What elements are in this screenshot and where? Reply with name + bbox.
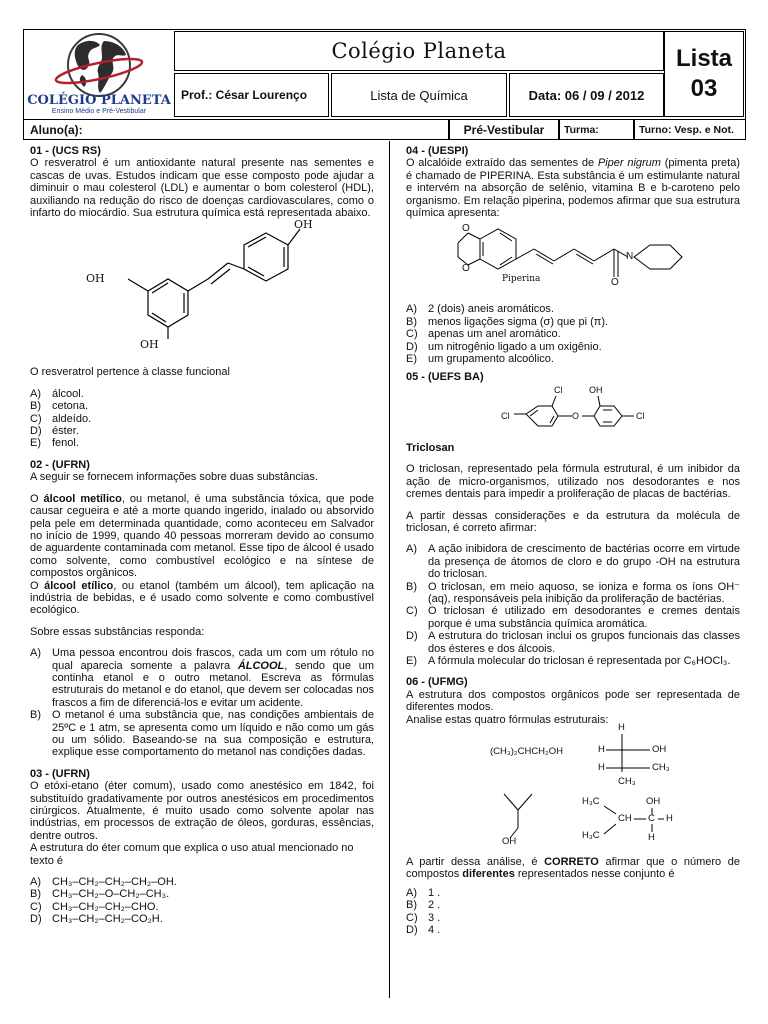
q06-title: 06 - (UFMG) bbox=[406, 676, 468, 689]
q06-f4-h3c-bottom: H₃C bbox=[582, 830, 600, 841]
resveratrol-structure bbox=[30, 219, 374, 357]
option-letter: C) bbox=[30, 900, 42, 913]
q01-oh-top: OH bbox=[294, 218, 313, 232]
lista-number: 03 bbox=[690, 75, 718, 102]
q04-option-c[interactable] bbox=[406, 328, 740, 340]
q04-option-d[interactable] bbox=[406, 341, 740, 353]
lista-label: Lista bbox=[675, 45, 732, 72]
text-run: representados nesse conjunto é bbox=[514, 868, 675, 881]
q01-text: O resveratrol é um antioxidante natural presente nas sementes e cascas de uvas. Estudos indicam que esse composto pode ajudar a diminuir o mau colesterol (LDL) e aumentar o bom colesterol (HDL), auxiliando na redução do risco de doenças cardiovasculares, como o infarto do miocárdio. Sua estrutura química está representada abaixo. bbox=[30, 157, 374, 220]
option-text: 2 . bbox=[428, 899, 441, 912]
q06-prompt bbox=[406, 856, 740, 881]
q06-f2-oh: OH bbox=[652, 744, 667, 755]
q06-f2-h-left-1: H bbox=[598, 744, 605, 755]
q04-option-a[interactable] bbox=[406, 303, 740, 315]
option-text: CH₃–CH₂–O–CH₂–CH₃. bbox=[52, 888, 170, 901]
q06-formulas bbox=[406, 722, 740, 850]
professor-field: Prof.: César Lourenço bbox=[174, 73, 329, 117]
q06-text-2: Analise estas quatro fórmulas estruturais: bbox=[406, 713, 609, 726]
text-run: , ou etanol (também um álcool), tem aplicação na indústria de bebidas, e é usado como solvente e como combustível ecológico. bbox=[30, 579, 374, 617]
item-text: O metanol é uma substância que, nas condições ambientais de 25ºC e 1 atm, se apresenta como um líquido e não como um gás ou um sólido. Baseando-se na sua composição e estrutura, explique esse comportamento do metanol nas condições dadas. bbox=[52, 709, 374, 759]
school-name: Colégio Planeta bbox=[174, 31, 664, 71]
option-text: 3 . bbox=[428, 911, 441, 924]
option-letter: D) bbox=[406, 924, 418, 937]
triclosan-cl-2: Cl bbox=[501, 410, 510, 421]
bold-term: CORRETO bbox=[544, 856, 599, 868]
q04-option-b[interactable] bbox=[406, 316, 740, 328]
option-letter: A) bbox=[406, 543, 417, 556]
q06-f4-h-right: H bbox=[666, 813, 673, 824]
q05-text-2: A partir dessas considerações e da estrutura da molécula de triclosan, é correto afirmar: bbox=[406, 509, 740, 534]
option-text: fenol. bbox=[52, 437, 79, 450]
q03-title: 03 - (UFRN) bbox=[30, 767, 90, 780]
q04-text bbox=[406, 157, 740, 219]
text-run: O bbox=[30, 492, 44, 505]
option-letter: A) bbox=[406, 303, 417, 316]
triclosan-o: O bbox=[572, 410, 580, 421]
option-letter: C) bbox=[406, 911, 418, 924]
q01-title: 01 - (UCS RS) bbox=[30, 145, 101, 157]
q06-f2-h-left-2: H bbox=[598, 762, 605, 773]
course-field: Pré-Vestibular bbox=[449, 119, 559, 140]
option-letter: C) bbox=[30, 412, 42, 425]
q06-f4-oh: OH bbox=[646, 796, 661, 807]
q05-text: O triclosan, representado pela fórmula estrutural, é um inibidor da ação de micro-organismos, utilizado nos desodorantes e nos cremes dentais para impedir a proliferação de placas de bactérias. bbox=[406, 463, 740, 501]
text-run: A partir dessa análise, é bbox=[406, 856, 545, 868]
option-letter: E) bbox=[406, 654, 417, 667]
text-run: O bbox=[30, 579, 45, 592]
option-letter: A) bbox=[30, 876, 41, 889]
option-text: O triclosan é utilizado em desodorantes e cremes dentais porque é uma substância química aromática. bbox=[428, 605, 740, 630]
option-text: um grupamento alcoólico. bbox=[428, 353, 554, 366]
option-text: CH₃–CH₂–CH₂–CO₂H. bbox=[52, 913, 163, 926]
item-letter: B) bbox=[30, 709, 41, 722]
q03-option-a[interactable] bbox=[30, 876, 374, 888]
q06-option-c[interactable] bbox=[406, 912, 740, 924]
option-text: O triclosan, em meio aquoso, se ioniza e forma os íons OH⁻ (aq), responsáveis pela inibição da proliferação de bactérias. bbox=[428, 580, 740, 605]
option-letter: E) bbox=[406, 353, 417, 366]
bold-term: álcool etílico bbox=[44, 579, 114, 592]
q01-oh-left: OH bbox=[86, 272, 105, 286]
q06-option-a[interactable] bbox=[406, 887, 740, 899]
piperine-o2: O bbox=[462, 263, 470, 275]
resveratrol-molecule-icon bbox=[30, 219, 374, 357]
bold-term: diferentes bbox=[462, 868, 515, 881]
triclosan-cl-3: Cl bbox=[636, 410, 645, 421]
q05-option-b[interactable] bbox=[406, 581, 740, 606]
q01-option-e[interactable] bbox=[30, 437, 374, 449]
logo-text: COLÉGIO PLANETA bbox=[27, 93, 171, 108]
q01-prompt: O resveratrol pertence à classe funcional bbox=[30, 366, 230, 379]
q05-option-e[interactable] bbox=[406, 655, 740, 667]
q05-option-c[interactable] bbox=[406, 605, 740, 630]
option-text: cetona. bbox=[52, 400, 89, 413]
option-letter: B) bbox=[406, 580, 417, 593]
lista-box bbox=[664, 31, 744, 117]
triclosan-cl-1: Cl bbox=[554, 384, 563, 395]
text-run: (pimenta preta) é chamado de PIPERINA. Esta substância é um estimulante natural e intervém na absorção de selênio, vitamina B e b-caroteno pelo organismo. Em relação piperina, podemos afirmar que sua estrutura química apresenta: bbox=[406, 157, 740, 220]
q06-structures-icon bbox=[406, 726, 740, 850]
q06-formula-1: (CH₃)₂CHCH₂OH bbox=[490, 746, 563, 757]
bold-term: ÁLCOOL bbox=[237, 659, 285, 672]
option-letter: C) bbox=[406, 605, 418, 618]
piperine-molecule-icon bbox=[406, 219, 740, 297]
subject-field: Lista de Química bbox=[331, 73, 507, 117]
q05-option-d[interactable] bbox=[406, 630, 740, 655]
option-text: éster. bbox=[52, 425, 79, 438]
q02-item-a bbox=[30, 647, 374, 709]
q06-f2-h-top: H bbox=[618, 722, 625, 733]
piperine-label: Piperina bbox=[502, 274, 541, 285]
q02-paragraph-2 bbox=[30, 580, 374, 617]
q06-f3-oh: OH bbox=[502, 836, 517, 847]
q05-option-a[interactable] bbox=[406, 543, 740, 580]
q06-f2-ch3-bottom: CH₃ bbox=[618, 776, 636, 787]
shift-field: Turno: Vesp. e Not. bbox=[634, 119, 746, 140]
q02-title: 02 - (UFRN) bbox=[30, 458, 90, 471]
triclosan-structure bbox=[406, 384, 740, 436]
q01-option-c[interactable] bbox=[30, 413, 374, 425]
q02-intro: A seguir se fornecem informações sobre duas substâncias. bbox=[30, 471, 318, 484]
option-text: álcool. bbox=[52, 387, 84, 400]
piperine-structure bbox=[406, 219, 740, 297]
option-text: A ação inibidora de crescimento de bactérias ocorre em virtude da presença de átomos de cloro e do grupo -OH na estrutura do triclosan. bbox=[428, 543, 740, 581]
q04-option-e[interactable] bbox=[406, 353, 740, 365]
q02-item-b bbox=[30, 709, 374, 759]
option-letter: D) bbox=[30, 425, 42, 438]
option-text: aldeído. bbox=[52, 412, 92, 425]
option-letter: B) bbox=[30, 888, 41, 901]
option-letter: C) bbox=[406, 328, 418, 341]
school-logo bbox=[26, 31, 172, 119]
text-run: afirmar que o número de compostos bbox=[406, 856, 740, 881]
text-run: Uma pessoa encontrou dois frascos, cada um com um rótulo no qual aparecia somente a palavra bbox=[52, 647, 374, 672]
text-run: , sendo que um continha etanol e o outro metanol. Escreva as fórmulas estruturais do metanol e do etanol, que devem ser colocadas nos frascos a fim de diferenciá-los e evitar um acidente. bbox=[52, 659, 374, 709]
option-letter: B) bbox=[406, 899, 417, 912]
q03-option-d[interactable] bbox=[30, 913, 374, 925]
q03-option-c[interactable] bbox=[30, 901, 374, 913]
q03-option-b[interactable] bbox=[30, 888, 374, 900]
option-text: A estrutura do triclosan inclui os grupos funcionais das classes dos ésteres e dos álcoois. bbox=[428, 630, 740, 655]
q02-prompt: Sobre essas substâncias responda: bbox=[30, 625, 205, 638]
q06-text: A estrutura dos compostos orgânicos pode ser representada de diferentes modos. bbox=[406, 688, 740, 714]
q04-title: 04 - (UESPI) bbox=[406, 145, 469, 157]
option-text: apenas um anel aromático. bbox=[428, 328, 561, 341]
q06-f2-ch3-right: CH₃ bbox=[652, 762, 670, 773]
triclosan-oh: OH bbox=[589, 384, 603, 395]
q06-option-d[interactable] bbox=[406, 924, 740, 936]
q01-option-d[interactable] bbox=[30, 425, 374, 437]
text-run: , ou metanol, é uma substância tóxica, que pode causar cegueira e até a morte quando ingerido, inalado ou absorvido pela pele em determinada quantidade, como aconteceu em Salvador no início de 1999, quando 40 pessoas morreram devido ao consumo de aguardente contaminada com metanol. Esse tipo de álcool é usado como solvente, como combustível ecológico e na síntese de compostos orgânicos. bbox=[30, 492, 374, 580]
lista-title bbox=[665, 32, 743, 104]
option-text: um nitrogênio ligado a um oxigênio. bbox=[428, 340, 602, 353]
q01-option-b[interactable] bbox=[30, 400, 374, 412]
option-letter: E) bbox=[30, 437, 41, 450]
q03-text-2: A estrutura do éter comum que explica o uso atual mencionado no texto é bbox=[30, 842, 354, 867]
q06-f4-c: C bbox=[648, 813, 655, 824]
italic-term: Piper nigrum bbox=[597, 157, 661, 170]
option-letter: A) bbox=[30, 387, 41, 400]
q06-f4-h3c-top: H₃C bbox=[582, 796, 600, 807]
option-letter: D) bbox=[406, 340, 418, 353]
date-field: Data: 06 / 09 / 2012 bbox=[509, 73, 664, 117]
q06-option-b[interactable] bbox=[406, 899, 740, 911]
piperine-o1: O bbox=[462, 223, 470, 235]
option-text: menos ligações sigma (σ) que pi (π). bbox=[428, 315, 609, 328]
bold-term: álcool metílico bbox=[43, 492, 122, 505]
piperine-n: N bbox=[626, 251, 634, 263]
option-text: 1 . bbox=[428, 886, 441, 899]
q01-oh-bottom: OH bbox=[140, 338, 159, 352]
option-letter: D) bbox=[30, 913, 42, 926]
q06-f4-ch: CH bbox=[618, 813, 632, 824]
text-run: O alcalóide extraído das sementes de bbox=[406, 157, 598, 170]
option-letter: A) bbox=[406, 886, 417, 899]
q05-compound-name: Triclosan bbox=[406, 441, 455, 454]
student-field: Aluno(a): bbox=[23, 119, 449, 140]
item-letter: A) bbox=[30, 647, 41, 660]
piperine-o3: O bbox=[611, 277, 619, 289]
logo-tagline: Ensino Médio e Pré-Vestibular bbox=[51, 108, 147, 115]
item-text bbox=[52, 647, 374, 709]
left-column bbox=[30, 145, 374, 926]
option-text: A fórmula molecular do triclosan é representada por C₆HOCl₃. bbox=[428, 654, 731, 667]
option-text: CH₃–CH₂–CH₂–CHO. bbox=[52, 900, 159, 913]
option-text: 4 . bbox=[428, 924, 441, 937]
option-letter: B) bbox=[406, 315, 417, 328]
option-text: CH₃–CH₂–CH₂–CH₂–OH. bbox=[52, 876, 177, 889]
column-divider bbox=[389, 141, 390, 998]
right-column bbox=[406, 145, 740, 936]
option-letter: B) bbox=[30, 400, 41, 413]
q01-option-a[interactable] bbox=[30, 388, 374, 400]
class-field: Turma: bbox=[559, 119, 634, 140]
q05-title: 05 - (UEFS BA) bbox=[406, 371, 484, 384]
option-text: 2 (dois) aneis aromáticos. bbox=[428, 303, 554, 316]
q06-f4-h-bottom: H bbox=[648, 832, 655, 843]
q03-text: O etóxi-etano (éter comum), usado como anestésico em 1842, foi substituído gradativamente por outros anestésicos em procedimentos cirúrgicos. Atualmente, é muito usado como solvente apolar nas indústrias, em processos de extração de óleos, gorduras, essências, dentre outros. bbox=[30, 780, 374, 842]
option-letter: D) bbox=[406, 630, 418, 643]
q02-paragraph-1 bbox=[30, 493, 374, 580]
